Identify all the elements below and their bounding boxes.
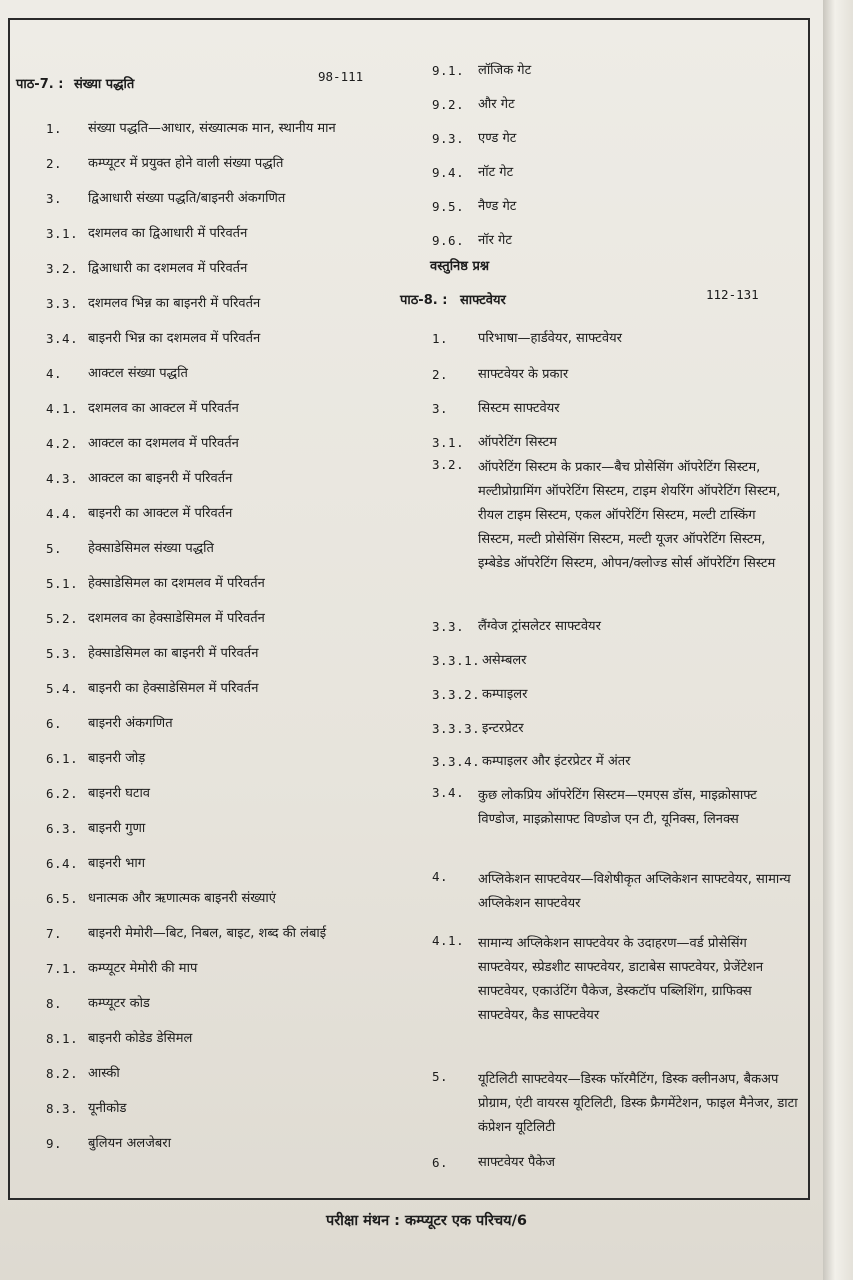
toc-item-text: कुछ लोकप्रिय ऑपरेटिंग सिस्टम—एमएस डॉस, माइक्रोसाफ्ट विण्डोज, माइक्रोसाफ्ट विण्डोज एन टी, यूनिक्स, लिनक्स <box>478 788 757 827</box>
toc-item-text: परिभाषा—हार्डवेयर, साफ्टवेयर <box>478 331 622 346</box>
toc-item-number: 3.3.3. <box>432 721 481 736</box>
toc-item-number: 1. <box>432 331 449 346</box>
toc-item-text: आक्टल का बाइनरी में परिवर्तन <box>88 471 233 486</box>
toc-item-text: बाइनरी का आक्टल में परिवर्तन <box>88 506 233 521</box>
chapter-label: पाठ-7. : <box>16 77 64 92</box>
toc-item-text: संख्या पद्धति—आधार, संख्यात्मक मान, स्थानीय मान <box>88 121 336 136</box>
toc-item-number: 6. <box>432 1155 449 1170</box>
toc-item-number: 2. <box>432 367 449 382</box>
toc-item-text: बाइनरी घटाव <box>88 786 151 801</box>
toc-item-number: 3.2. <box>46 261 79 276</box>
toc-item-text: नैण्ड गेट <box>478 199 517 214</box>
toc-item-number: 4.3. <box>46 471 79 486</box>
toc-item-text: आक्टल का दशमलव में परिवर्तन <box>88 436 239 451</box>
toc-item-text: कम्प्यूटर मेमोरी की माप <box>88 961 198 976</box>
toc-item-number: 6.5. <box>46 891 79 906</box>
toc-item-number: 4.2. <box>46 436 79 451</box>
toc-item-text: बाइनरी भाग <box>88 856 146 871</box>
chapter-8-heading <box>400 292 506 310</box>
toc-item-number: 1. <box>46 121 63 136</box>
toc-item-number: 3. <box>432 401 449 416</box>
toc-item-number: 9.6. <box>432 233 465 248</box>
toc-item-number: 3.3. <box>46 296 79 311</box>
toc-item-text: द्विआधारी का दशमलव में परिवर्तन <box>88 261 248 276</box>
toc-item-text: दशमलव भिन्न का बाइनरी में परिवर्तन <box>88 296 261 311</box>
toc-item-text: हेक्साडेसिमल का दशमलव में परिवर्तन <box>88 576 265 591</box>
toc-item-number: 5.4. <box>46 681 79 696</box>
toc-item-text: धनात्मक और ऋणात्मक बाइनरी संख्याएं <box>88 891 276 906</box>
toc-item-number: 8. <box>46 996 63 1011</box>
toc-item-text: बाइनरी जोड़ <box>88 751 146 766</box>
toc-item-number: 9.5. <box>432 199 465 214</box>
toc-item-number: 5.1. <box>46 576 79 591</box>
toc-item-number: 3. <box>46 191 63 206</box>
toc-item-text: बुलियन अलजेबरा <box>88 1136 171 1151</box>
toc-item-number: 6.2. <box>46 786 79 801</box>
toc-item-number: 8.3. <box>46 1101 79 1116</box>
toc-item-text: लॉजिक गेट <box>478 63 532 78</box>
toc-item-text: इन्टरप्रेटर <box>482 721 524 736</box>
toc-item-text: और गेट <box>478 97 515 112</box>
toc-item-text: हेक्साडेसिमल संख्या पद्धति <box>88 541 214 556</box>
chapter-label: पाठ-8. : <box>400 293 448 308</box>
chapter-8-pages: 112-131 <box>706 287 759 302</box>
toc-item-text: आक्टल संख्या पद्धति <box>88 366 188 381</box>
toc-item-number: 5.2. <box>46 611 79 626</box>
toc-item-text: बाइनरी का हेक्साडेसिमल में परिवर्तन <box>88 681 259 696</box>
toc-item-text: कम्प्यूटर में प्रयुक्त होने वाली संख्या पद्धति <box>88 156 284 171</box>
toc-item-number: 7. <box>46 926 63 941</box>
toc-item-text: यूनीकोड <box>88 1101 127 1116</box>
toc-item-text: बाइनरी अंकगणित <box>88 716 173 731</box>
toc-item-text: बाइनरी भिन्न का दशमलव में परिवर्तन <box>88 331 261 346</box>
chapter-7-pages: 98-111 <box>318 69 364 84</box>
toc-item-text: कम्पाइलर <box>482 687 528 702</box>
toc-item-number: 4.1. <box>432 933 465 948</box>
toc-item-number: 9.4. <box>432 165 465 180</box>
toc-item-number: 3.3. <box>432 619 465 634</box>
toc-item-text: हेक्साडेसिमल का बाइनरी में परिवर्तन <box>88 646 259 661</box>
toc-item-text: नॉर गेट <box>478 233 512 248</box>
toc-item-text: बाइनरी कोडेड डेसिमल <box>88 1031 193 1046</box>
toc-item-number: 9.2. <box>432 97 465 112</box>
toc-item-number: 3.3.2. <box>432 687 481 702</box>
toc-item-number: 3.4. <box>432 785 465 800</box>
toc-item-text: असेम्बलर <box>482 653 527 668</box>
toc-item-number: 3.4. <box>46 331 79 346</box>
toc-item-text: दशमलव का द्विआधारी में परिवर्तन <box>88 226 248 241</box>
toc-item-number: 4. <box>432 869 449 884</box>
toc-item-number: 9.3. <box>432 131 465 146</box>
toc-item-number: 4.1. <box>46 401 79 416</box>
toc-item-number: 5. <box>46 541 63 556</box>
toc-item-text: दशमलव का हेक्साडेसिमल में परिवर्तन <box>88 611 265 626</box>
toc-item-text: दशमलव का आक्टल में परिवर्तन <box>88 401 239 416</box>
toc-item-text: बाइनरी मेमोरी—बिट, निबल, बाइट, शब्द की लंबाई <box>88 926 327 941</box>
toc-item-number: 8.1. <box>46 1031 79 1046</box>
objective-questions: वस्तुनिष्ठ प्रश्न <box>430 259 490 274</box>
toc-item-number: 7.1. <box>46 961 79 976</box>
toc-item-number: 4. <box>46 366 63 381</box>
toc-item-number: 3.2. <box>432 457 465 472</box>
toc-item-number: 3.1. <box>432 435 465 450</box>
toc-item-number: 6.4. <box>46 856 79 871</box>
page-footer: परीक्षा मंथन : कम्प्यूटर एक परिचय/6 <box>326 1213 527 1229</box>
toc-item-text: लैंग्वेज ट्रांसलेटर साफ्टवेयर <box>478 619 601 634</box>
toc-item-number: 6.3. <box>46 821 79 836</box>
toc-item-text: द्विआधारी संख्या पद्धति/बाइनरी अंकगणित <box>88 191 286 206</box>
chapter-title: संख्या पद्धति <box>73 77 135 92</box>
toc-item-text: कम्प्यूटर कोड <box>88 996 150 1011</box>
toc-item-number: 3.3.4. <box>432 754 481 769</box>
toc-item-number: 5. <box>432 1069 449 1084</box>
toc-item-text: साफ्टवेयर के प्रकार <box>478 367 569 382</box>
toc-item-text: सामान्य अप्लिकेशन साफ्टवेयर के उदाहरण—वर्ड प्रोसेसिंग साफ्टवेयर, स्प्रेडशीट साफ्टवेयर, डाटाबेस साफ्टवेयर, प्रेजेंटेशन साफ्टवेयर, एकाउंटिंग पैकेज, डेस्कटॉप पब्लिशिंग, ग्राफिक्स साफ्टवेयर, कैड साफ्टवेयर <box>478 936 764 1023</box>
toc-item-text: नॉट गेट <box>478 165 514 180</box>
toc-item-number: 4.4. <box>46 506 79 521</box>
toc-item-number: 3.1. <box>46 226 79 241</box>
toc-item-number: 5.3. <box>46 646 79 661</box>
toc-item-text: साफ्टवेयर पैकेज <box>478 1155 556 1170</box>
toc-item-number: 6.1. <box>46 751 79 766</box>
toc-item-text: एण्ड गेट <box>478 131 517 146</box>
toc-item-text: बाइनरी गुणा <box>88 821 146 836</box>
toc-item-text: कम्पाइलर और इंटरप्रेटर में अंतर <box>482 754 631 769</box>
toc-item-number: 9.1. <box>432 63 465 78</box>
toc-item-number: 3.3.1. <box>432 653 481 668</box>
chapter-title: साफ्टवेयर <box>459 293 506 308</box>
toc-item-text: आस्की <box>88 1066 120 1081</box>
toc-item-number: 8.2. <box>46 1066 79 1081</box>
toc-item-text: यूटिलिटी साफ्टवेयर—डिस्क फॉरमैटिंग, डिस्क क्लीनअप, बैकअप प्रोग्राम, एंटी वायरस यूटिलिटी, डिस्क फ्रैगमेंटेशन, फाइल मैनेजर, डाटा कंप्रेशन यूटिलिटी <box>478 1072 798 1135</box>
toc-item-number: 9. <box>46 1136 63 1151</box>
toc-item-text: सिस्टम साफ्टवेयर <box>478 401 560 416</box>
toc-item-text: अप्लिकेशन साफ्टवेयर—विशेषीकृत अप्लिकेशन साफ्टवेयर, सामान्य अप्लिकेशन साफ्टवेयर <box>478 872 791 911</box>
toc-item-text: ऑपरेटिंग सिस्टम <box>478 435 557 450</box>
toc-item-text: ऑपरेटिंग सिस्टम के प्रकार—बैच प्रोसेसिंग ऑपरेटिंग सिस्टम, मल्टीप्रोग्रामिंग ऑपरेटिंग सिस्टम, टाइम शेयरिंग ऑपरेटिंग सिस्टम, रीयल टाइम सिस्टम, एकल ऑपरेटिंग सिस्टम, मल्टी टास्किंग सिस्टम, मल्टी प्रोसेसिंग सिस्टम, मल्टी यूजर ऑपरेटिंग सिस्टम, इम्बेडेड ऑपरेटिंग सिस्टम, ओपन/क्लोज्ड सोर्स ऑपरेटिंग सिस्टम <box>478 460 781 571</box>
toc-item-number: 2. <box>46 156 63 171</box>
toc-item-number: 6. <box>46 716 63 731</box>
